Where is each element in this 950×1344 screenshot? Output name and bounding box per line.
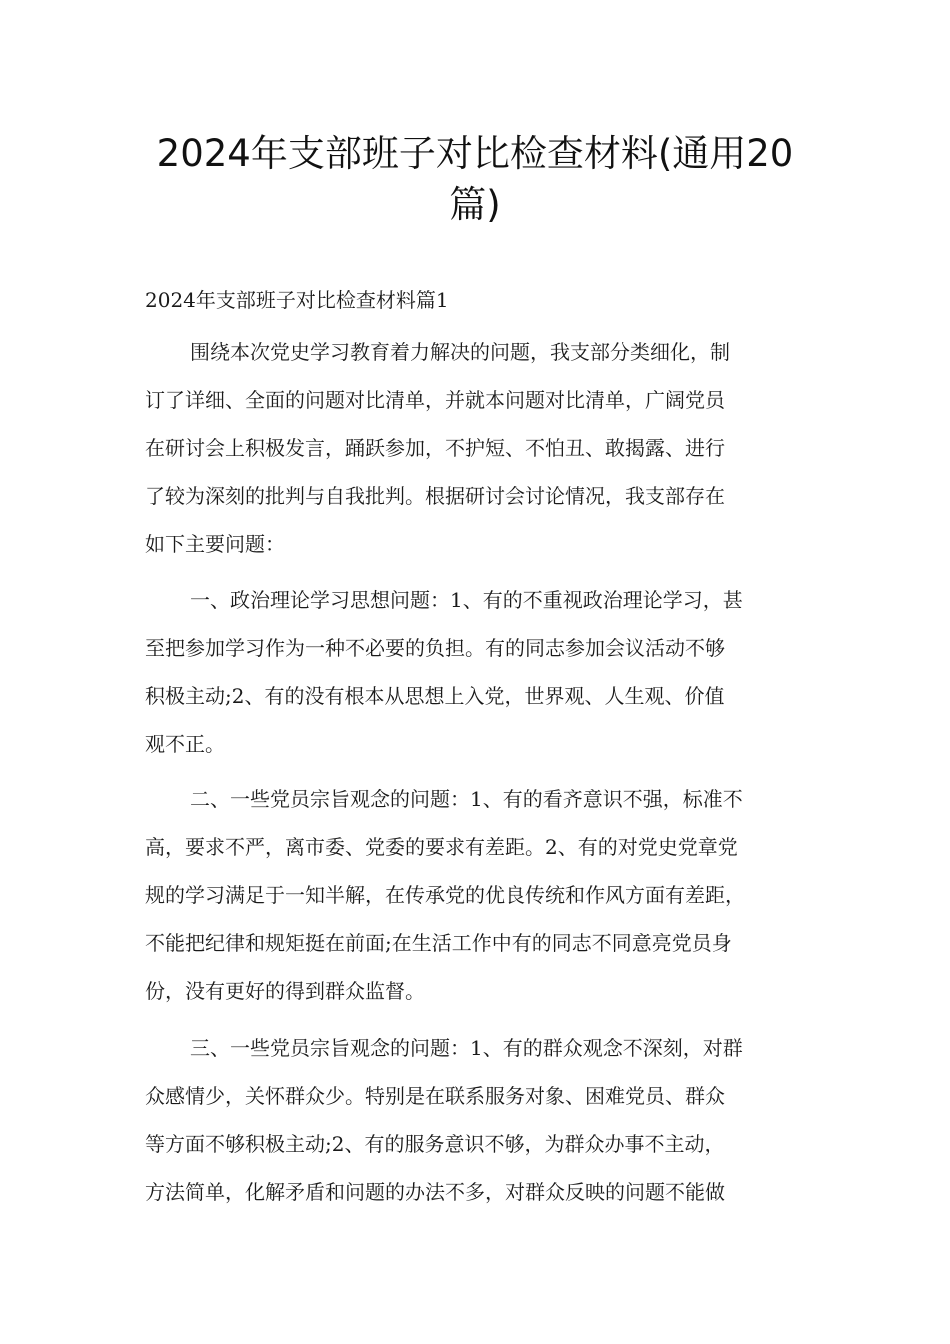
paragraph-political-theory: [145, 576, 743, 768]
paragraph-line: 高，要求不严，离市委、党委的要求有差距。2、有的对党史党章党: [145, 835, 738, 859]
paragraph-line: 积极主动;2、有的没有根本从思想上入党，世界观、人生观、价值: [145, 684, 725, 708]
paragraph-line: 在研讨会上积极发言，踊跃参加，不护短、不怕丑、敢揭露、进行: [145, 436, 725, 460]
paragraph-line: 如下主要问题：: [145, 532, 285, 556]
title-line-2: 篇): [449, 183, 501, 226]
paragraph-line: 不能把纪律和规矩挺在前面;在生活工作中有的同志不同意亮党员身: [145, 931, 732, 955]
paragraph-line: 三、一些党员宗旨观念的问题：1、有的群众观念不深刻，对群: [190, 1036, 743, 1060]
paragraph-line: 份，没有更好的得到群众监督。: [145, 979, 425, 1003]
paragraph-line: 众感情少，关怀群众少。特别是在联系服务对象、困难党员、群众: [145, 1084, 725, 1108]
paragraph-line: 订了详细、全面的问题对比清单，并就本问题对比清单，广阔党员: [145, 388, 725, 412]
paragraph-line: 至把参加学习作为一种不必要的负担。有的同志参加会议活动不够: [145, 636, 725, 660]
paragraph-line: 方法简单，化解矛盾和问题的办法不多，对群众反映的问题不能做: [145, 1180, 725, 1204]
paragraph-line: 二、一些党员宗旨观念的问题：1、有的看齐意识不强，标准不: [190, 787, 743, 811]
paragraph-line: 一、政治理论学习思想问题：1、有的不重视政治理论学习，甚: [190, 588, 743, 612]
title-line-1: 2024年支部班子对比检查材料(通用20: [156, 132, 794, 175]
paragraph-line: 规的学习满足于一知半解，在传承党的优良传统和作风方面有差距，: [145, 883, 745, 907]
paragraph-line: 围绕本次党史学习教育着力解决的问题，我支部分类细化，制: [190, 340, 730, 364]
paragraph-line: 了较为深刻的批判与自我批判。根据研讨会讨论情况，我支部存在: [145, 484, 725, 508]
paragraph-intro: [145, 328, 730, 568]
paragraph-line: 观不正。: [145, 732, 225, 756]
document-title: [120, 128, 830, 230]
paragraph-purpose-concept-2: [145, 1024, 743, 1216]
paragraph-purpose-concept-1: [145, 775, 745, 1015]
paragraph-line: 等方面不够积极主动;2、有的服务意识不够，为群众办事不主动，: [145, 1132, 725, 1156]
section-heading: 2024年支部班子对比检查材料篇1: [145, 288, 449, 312]
